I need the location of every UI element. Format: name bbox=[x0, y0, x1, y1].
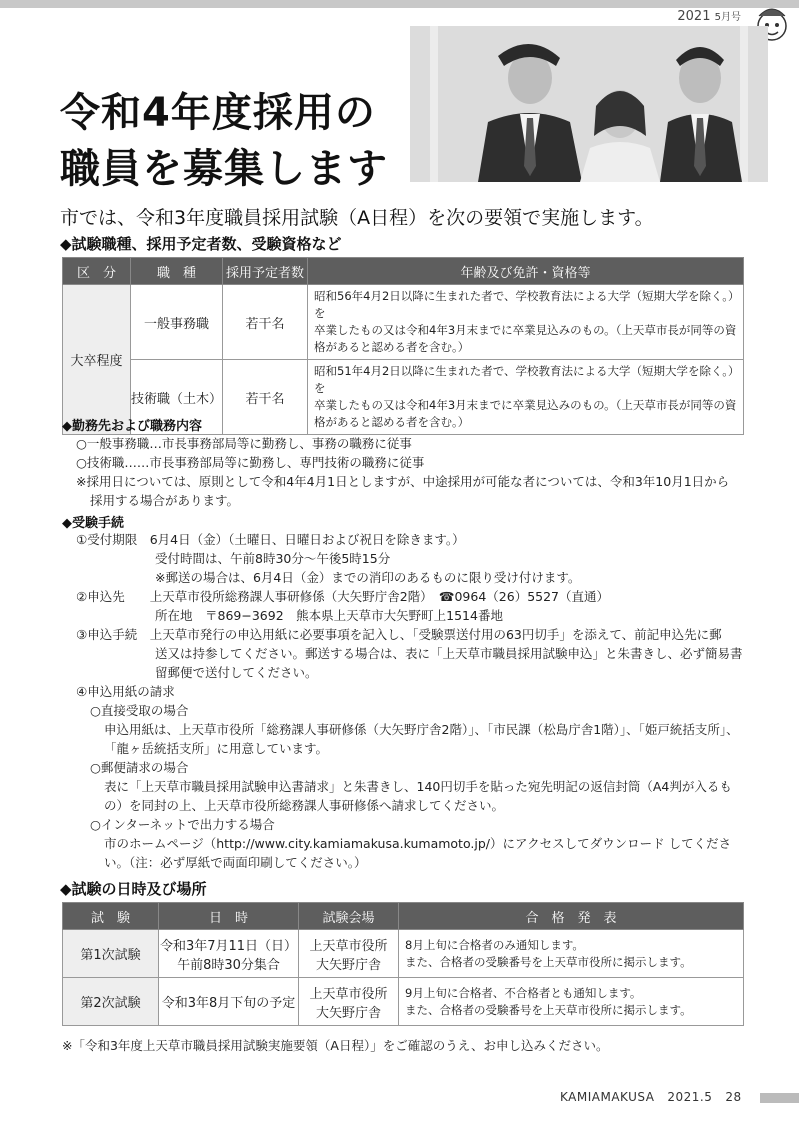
col-header: 試 験 bbox=[63, 903, 159, 930]
date-cell bbox=[159, 978, 299, 1026]
procedure-line: ○郵便請求の場合 bbox=[90, 760, 189, 775]
footer-bar bbox=[760, 1093, 799, 1103]
footnote: ※「令和3年度上天草市職員採用試験実施要領（A日程）」をご確認のうえ、お申し込みください。 bbox=[62, 1038, 609, 1053]
procedure-line: ○インターネットで出力する場合 bbox=[90, 817, 275, 832]
procedure-line: 所在地 〒869−3692 熊本県上天草市大矢野町上1514番地 bbox=[155, 608, 503, 623]
procedure-line: 送又は持参してください。郵送する場合は、表に「上天草市職員採用試験申込」と朱書きし、必ず簡易書 bbox=[155, 646, 743, 661]
procedure-line: ○直接受取の場合 bbox=[90, 703, 189, 718]
qualification-line: 卒業したもの又は令和4年3月末までに卒業見込みのもの。（上天草市長が同等の資 bbox=[314, 323, 737, 337]
date-line: 令和3年7月11日（日） bbox=[159, 938, 298, 954]
date-line: 令和3年8月下旬の予定 bbox=[161, 996, 296, 1011]
publication-name: KAMIAMAKUSA bbox=[560, 1090, 655, 1104]
procedure-line: ④申込用紙の請求 bbox=[76, 684, 175, 699]
procedure-line: い。（注：必ず厚紙で両面印刷してください。） bbox=[104, 855, 367, 870]
col-header: 日 時 bbox=[159, 903, 299, 930]
col-header: 合 格 発 表 bbox=[399, 903, 744, 930]
venue-cell bbox=[299, 978, 399, 1026]
col-header: 採用予定者数 bbox=[223, 258, 308, 285]
venue-line: 大矢野庁舎 bbox=[315, 957, 381, 973]
jobs-table bbox=[62, 257, 744, 435]
duty-line: ※採用日については、原則として令和4年4月1日としますが、中途採用が可能な者については、令和3年10月1日から bbox=[76, 474, 730, 489]
col-header: 年齢及び免許・資格等 bbox=[308, 258, 744, 285]
procedure-line: ①受付期限 6月4日（金）（土曜日、日曜日および祝日を除きます。） bbox=[76, 532, 465, 547]
result-line: また、合格者の受験番号を上天草市役所に掲示します。 bbox=[405, 954, 692, 969]
section-heading-schedule: ◆試験の日時及び場所 bbox=[60, 880, 207, 898]
job-cell: 一般事務職 bbox=[131, 285, 223, 360]
title-line-2: 職員を募集します bbox=[60, 146, 388, 192]
venue-cell bbox=[299, 930, 399, 978]
duty-line: ○技術職……市長事務部局等に勤務し、専門技術の職務に従事 bbox=[76, 455, 425, 470]
schedule-table-header bbox=[63, 903, 744, 930]
jobs-table-header bbox=[63, 258, 744, 285]
col-header: 区 分 bbox=[63, 258, 131, 285]
qualification-cell bbox=[308, 285, 744, 360]
page-title bbox=[60, 85, 388, 197]
result-line: また、合格者の受験番号を上天草市役所に掲示します。 bbox=[405, 1002, 692, 1017]
result-line: 9月上旬に合格者、不合格者とも通知します。 bbox=[405, 985, 642, 1000]
result-cell bbox=[399, 978, 744, 1026]
procedure-line: ②申込先 上天草市役所総務課人事研修係（大矢野庁舎2階） ☎0964（26）5527（直通） bbox=[76, 589, 610, 604]
issue-month: 5月号 bbox=[714, 12, 741, 23]
qualification-line: 卒業したもの又は令和4年3月末までに卒業見込みのもの。（上天草市長が同等の資 bbox=[314, 398, 737, 412]
section-heading-jobs: ◆試験職種、採用予定者数、受験資格など bbox=[60, 235, 342, 253]
table-row bbox=[63, 930, 744, 978]
procedure-line: 申込用紙は、上天草市役所「総務課人事研修係（大矢野庁舎2階）」、「市民課（松島庁舎1階）」、「姫戸統括支所」、 bbox=[104, 722, 739, 737]
procedure-line: 「龍ヶ岳統括支所」に用意しています。 bbox=[104, 741, 329, 756]
procedure-line: ※郵送の場合は、6月4日（金）までの消印のあるものに限り受け付けます。 bbox=[155, 570, 581, 585]
result-line: 8月上旬に合格者のみ通知します。 bbox=[405, 937, 584, 952]
procedure-line: 表に「上天草市職員採用試験申込書請求」と朱書きし、140円切手を貼った宛先明記の返信封筒（A4判が入るも bbox=[104, 779, 732, 794]
procedure-line: 市のホームページ（http://www.city.kamiamakusa.kumamoto.jp/）にアクセスしてダウンロード してくださ bbox=[104, 836, 732, 851]
table-row bbox=[63, 978, 744, 1026]
footer-issue: 2021.5 bbox=[667, 1090, 713, 1104]
count-cell: 若干名 bbox=[223, 285, 308, 360]
procedure-line: の）を同封の上、上天草市役所総務課人事研修係へ請求してください。 bbox=[104, 798, 505, 813]
top-bar bbox=[0, 0, 799, 8]
qualification-line: 格があると認める者を含む。） bbox=[314, 340, 470, 354]
issue-label bbox=[677, 8, 741, 24]
venue-line: 上天草市役所 bbox=[309, 986, 388, 1002]
col-header: 試験会場 bbox=[299, 903, 399, 930]
result-cell bbox=[399, 930, 744, 978]
venue-line: 大矢野庁舎 bbox=[315, 1005, 381, 1021]
lead-text: 市では、令和3年度職員採用試験（A日程）を次の要領で実施します。 bbox=[60, 207, 654, 229]
page-footer bbox=[560, 1090, 742, 1104]
exam-cell: 第1次試験 bbox=[63, 930, 159, 978]
qualification-line: 格があると認める者を含む。） bbox=[314, 415, 470, 429]
table-row bbox=[63, 285, 744, 360]
qualification-line: 昭和56年4月2日以降に生まれた者で、学校教育法による大学（短期大学を除く。）を bbox=[314, 289, 734, 320]
date-line: 午前8時30分集合 bbox=[177, 957, 280, 973]
venue-line: 上天草市役所 bbox=[309, 938, 388, 954]
section-heading-procedure: ◆受験手続 bbox=[62, 516, 124, 531]
qualification-cell bbox=[308, 360, 744, 435]
schedule-table bbox=[62, 902, 744, 1026]
exam-cell: 第2次試験 bbox=[63, 978, 159, 1026]
qualification-line: 昭和51年4月2日以降に生まれた者で、学校教育法による大学（短期大学を除く。）を bbox=[314, 364, 734, 395]
section-heading-duties: ◆勤務先および職務内容 bbox=[62, 419, 202, 434]
procedure-line: ③申込手続 上天草市発行の申込用紙に必要事項を記入し、「受験票送付用の63円切手」を添えて、前記申込先に郵 bbox=[76, 627, 722, 642]
job-cell: 技術職（土木） bbox=[131, 360, 223, 435]
procedure-line: 受付時間は、午前8時30分～午後5時15分 bbox=[155, 551, 391, 566]
staff-photo bbox=[410, 26, 768, 182]
date-cell bbox=[159, 930, 299, 978]
page-number: 28 bbox=[725, 1090, 742, 1104]
col-header: 職 種 bbox=[131, 258, 223, 285]
duty-line: ○一般事務職…市長事務部局等に勤務し、事務の職務に従事 bbox=[76, 436, 412, 451]
duty-line: 採用する場合があります。 bbox=[90, 493, 240, 508]
count-cell: 若干名 bbox=[223, 360, 308, 435]
procedure-line: 留郵便で送付してください。 bbox=[155, 665, 318, 680]
issue-year: 2021 bbox=[677, 9, 711, 24]
category-cell: 大卒程度 bbox=[63, 285, 131, 435]
title-line-1: 令和4年度採用の bbox=[60, 90, 376, 136]
